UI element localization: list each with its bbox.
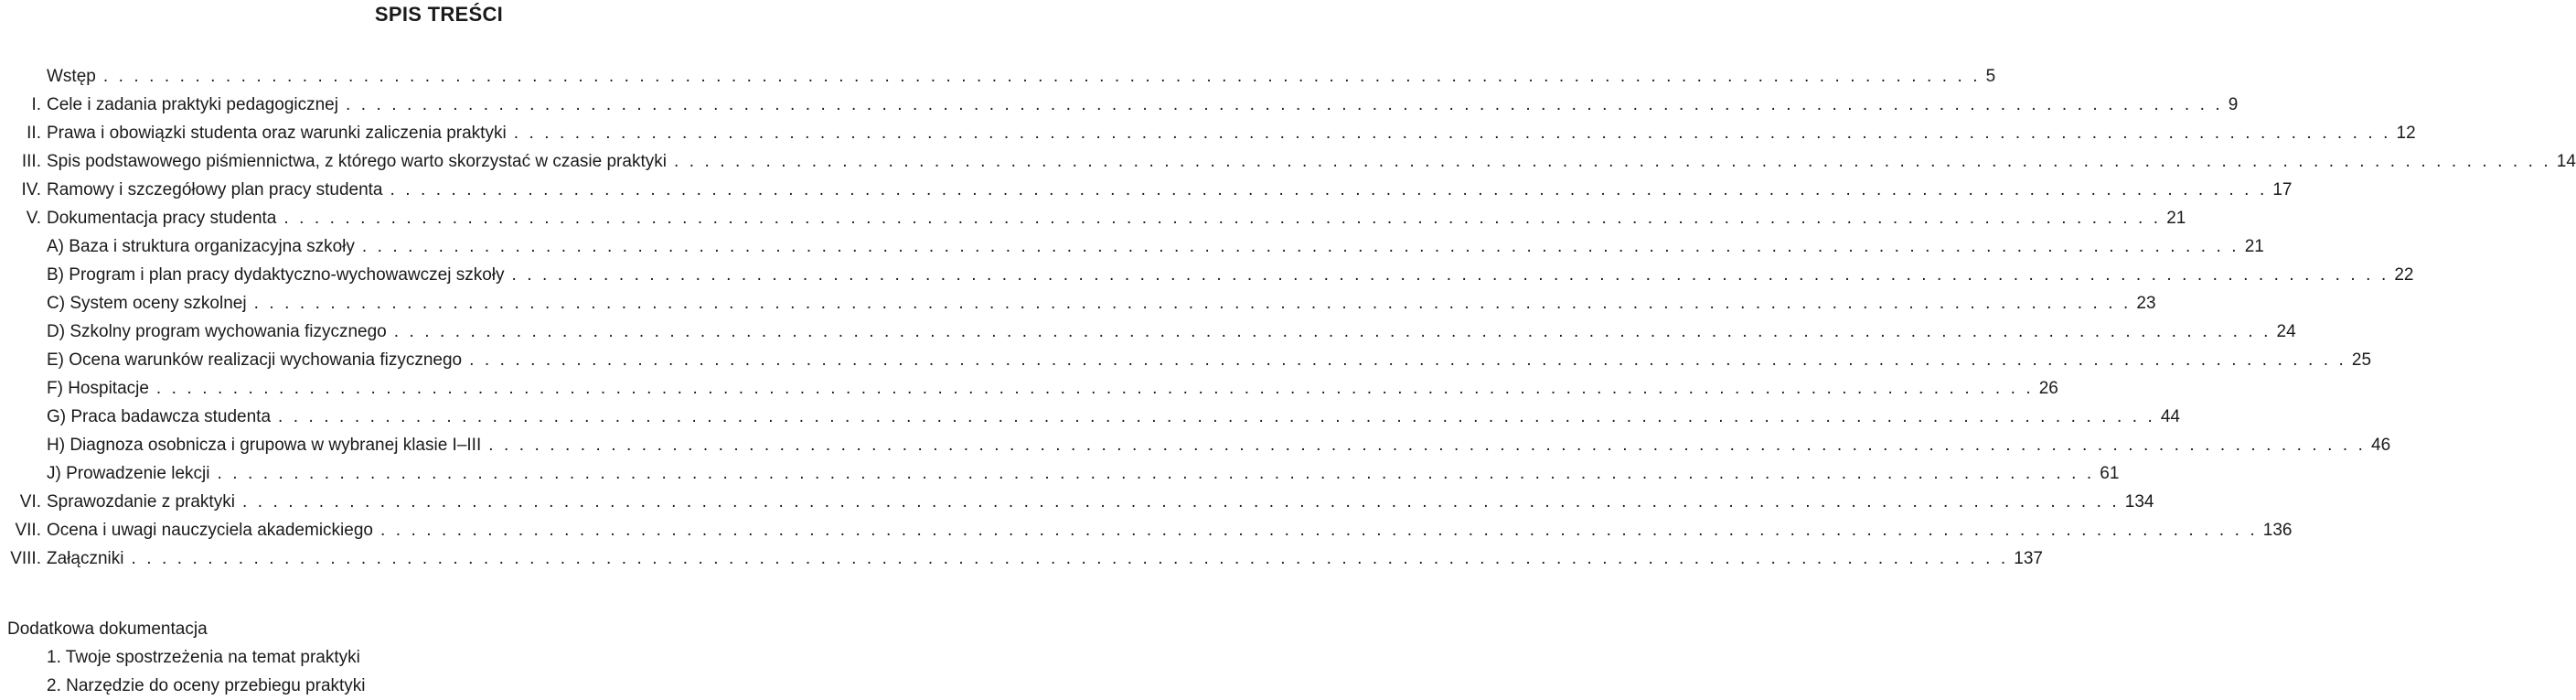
toc-entry-page: 25 — [2351, 350, 2372, 370]
toc-leader-dots: . . . . . . . . . . . . . . . . . . . . . . . . . . . . . . . . . . . . . . . . . . . . . . . . . . . . . . . . . . . . . . . . . . . . . . . . . . . . . . . . . . . . . . . . . . . . . . . . . . . . . . . . . . . . . . . . . . . . . . . . . . . — [390, 180, 2268, 199]
toc-entry — [7, 488, 2154, 516]
toc-entry-label: Dokumentacja pracy studenta — [47, 209, 277, 228]
additional-documentation-heading: Dodatkowa dokumentacja — [7, 619, 208, 639]
toc-entry — [7, 204, 2186, 232]
toc-entry-label: J) Prowadzenie lekcji — [47, 464, 210, 483]
toc-leader-dots: . . . . . . . . . . . . . . . . . . . . . . . . . . . . . . . . . . . . . . . . . . . . . . . . . . . . . . . . . . . . . . . . . . . . . . . . . . . . . . . . . . . . . . . . . . . . . . . . . . . . . . . . . . . . . . . . . . . . . . . . . . . — [393, 322, 2271, 341]
toc-leader-dots: . . . . . . . . . . . . . . . . . . . . . . . . . . . . . . . . . . . . . . . . . . . . . . . . . . . . . . . . . . . . . . . . . . . . . . . . . . . . . . . . . . . . . . . . . . . . . . . . . . . . . . . . . . . . . . . . . . . . . . . . . . . — [253, 294, 2132, 313]
toc-entry — [7, 91, 2239, 119]
toc-entry-label: Wstęp — [47, 67, 96, 86]
toc-leader-dots: . . . . . . . . . . . . . . . . . . . . . . . . . . . . . . . . . . . . . . . . . . . . . . . . . . . . . . . . . . . . . . . . . . . . . . . . . . . . . . . . . . . . . . . . . . . . . . . . . . . . . . . . . . . . . . . . . . . . . . . . . . . — [469, 350, 2346, 370]
toc-leader-dots: . . . . . . . . . . . . . . . . . . . . . . . . . . . . . . . . . . . . . . . . . . . . . . . . . . . . . . . . . . . . . . . . . . . . . . . . . . . . . . . . . . . . . . . . . . . . . . . . . . . . . . . . . . . . . . . . . . . . . . . . . . . — [131, 549, 2009, 568]
toc-entry-number: I. — [31, 95, 41, 114]
toc-entry — [7, 289, 2156, 318]
toc-entry-label: Cele i zadania praktyki pedagogicznej — [47, 95, 338, 114]
toc-entry — [7, 261, 2414, 289]
toc-entry — [7, 318, 2296, 346]
toc-entry-label: Załączniki — [47, 549, 124, 568]
toc-leader-dots: . . . . . . . . . . . . . . . . . . . . . . . . . . . . . . . . . . . . . . . . . . . . . . . . . . . . . . . . . . . . . . . . . . . . . . . . . . . . . . . . . . . . . . . . . . . . . . . . . . . . . . . . . . . . . . . . . . . . . . . . . . . — [513, 124, 2391, 143]
toc-entry-page: 22 — [2394, 265, 2414, 285]
toc-entry-label: E) Ocena warunków realizacji wychowania fizycznego — [47, 350, 463, 370]
toc-entry-number: VIII. — [10, 549, 41, 568]
toc-leader-dots: . . . . . . . . . . . . . . . . . . . . . . . . . . . . . . . . . . . . . . . . . . . . . . . . . . . . . . . . . . . . . . . . . . . . . . . . . . . . . . . . . . . . . . . . . . . . . . . . . . . . . . . . . . . . . . . . . . . . . . . . . . . — [283, 209, 2162, 228]
toc-entry-label: H) Diagnoza osobnicza i grupowa w wybranej klasie I–III — [47, 436, 482, 455]
toc-leader-dots: . . . . . . . . . . . . . . . . . . . . . . . . . . . . . . . . . . . . . . . . . . . . . . . . . . . . . . . . . . . . . . . . . . . . . . . . . . . . . . . . . . . . . . . . . . . . . . . . . . . . . . . . . . . . . . . . . . . . . . . . . . . — [345, 95, 2223, 114]
toc-entry-page: 17 — [2272, 180, 2293, 199]
toc-entry-page: 23 — [2136, 294, 2156, 313]
toc-entry-page: 24 — [2276, 322, 2296, 341]
toc-entry-page: 26 — [2038, 379, 2058, 398]
toc-leader-dots: . . . . . . . . . . . . . . . . . . . . . . . . . . . . . . . . . . . . . . . . . . . . . . . . . . . . . . . . . . . . . . . . . . . . . . . . . . . . . . . . . . . . . . . . . . . . . . . . . . . . . . . . . . . . . . . . . . . . . . . . . . . — [217, 464, 2095, 483]
toc-entry-label: Prawa i obowiązki studenta oraz warunki zaliczenia praktyki — [47, 124, 507, 143]
toc-leader-dots: . . . . . . . . . . . . . . . . . . . . . . . . . . . . . . . . . . . . . . . . . . . . . . . . . . . . . . . . . . . . . . . . . . . . . . . . . . . . . . . . . . . . . . . . . . . . . . . . . . . . . . . . . . . . . . . . . . . . . . . . . . . — [488, 436, 2367, 455]
toc-entry-label: G) Praca badawcza studenta — [47, 407, 272, 426]
toc-entry-page: 5 — [1985, 67, 1996, 86]
toc-entry-page: 46 — [2371, 436, 2391, 455]
toc-leader-dots: . . . . . . . . . . . . . . . . . . . . . . . . . . . . . . . . . . . . . . . . . . . . . . . . . . . . . . . . . . . . . . . . . . . . . . . . . . . . . . . . . . . . . . . . . . . . . . . . . . . . . . . . . . . . . . . . . . . . . . . . . . . — [241, 492, 2120, 512]
toc-entry-label: C) System oceny szkolnej — [47, 294, 247, 313]
toc-entry — [7, 374, 2058, 403]
toc-leader-dots: . . . . . . . . . . . . . . . . . . . . . . . . . . . . . . . . . . . . . . . . . . . . . . . . . . . . . . . . . . . . . . . . . . . . . . . . . . . . . . . . . . . . . . . . . . . . . . . . . . . . . . . . . . . . . . . . . . . . . . . . . . . — [102, 67, 1981, 86]
toc-entry-label: Ramowy i szczegółowy plan pracy studenta — [47, 180, 383, 199]
toc-entry-number: IV. — [21, 180, 41, 199]
toc-entry-page: 21 — [2166, 209, 2186, 228]
toc-entry-number: III. — [21, 152, 41, 171]
toc-leader-dots: . . . . . . . . . . . . . . . . . . . . . . . . . . . . . . . . . . . . . . . . . . . . . . . . . . . . . . . . . . . . . . . . . . . . . . . . . . . . . . . . . . . . . . . . . . . . . . . . . . . . . . . . . . . . . . . . . . . . . . . . . . . — [155, 379, 2034, 398]
toc-leader-dots: . . . . . . . . . . . . . . . . . . . . . . . . . . . . . . . . . . . . . . . . . . . . . . . . . . . . . . . . . . . . . . . . . . . . . . . . . . . . . . . . . . . . . . . . . . . . . . . . . . . . . . . . . . . . . . . . . . . . . . . . . . . — [511, 265, 2389, 285]
toc-entry-page: 134 — [2124, 492, 2154, 512]
toc-entry-number: V. — [26, 209, 41, 228]
toc-entry — [7, 176, 2293, 204]
toc-entry-label: F) Hospitacje — [47, 379, 149, 398]
toc-entry — [7, 403, 2180, 431]
toc-entry — [7, 544, 2043, 573]
toc-leader-dots: . . . . . . . . . . . . . . . . . . . . . . . . . . . . . . . . . . . . . . . . . . . . . . . . . . . . . . . . . . . . . . . . . . . . . . . . . . . . . . . . . . . . . . . . . . . . . . . . . . . . . . . . . . . . . . . . . . . . . . . . . . . — [361, 237, 2239, 256]
toc-entry-label: A) Baza i struktura organizacyjna szkoły — [47, 237, 355, 256]
toc-leader-dots: . . . . . . . . . . . . . . . . . . . . . . . . . . . . . . . . . . . . . . . . . . . . . . . . . . . . . . . . . . . . . . . . . . . . . . . . . . . . . . . . . . . . . . . . . . . . . . . . . . . . . . . . . . . . . . . . . . . . . . . . . . . — [673, 152, 2551, 171]
toc-entry-page: 136 — [2262, 521, 2293, 540]
toc-entry — [7, 431, 2391, 459]
toc-entry — [7, 62, 1996, 91]
toc-entry — [7, 516, 2293, 544]
table-of-contents — [7, 62, 2576, 573]
toc-entry-label: B) Program i plan pracy dydaktyczno-wychowawczej szkoły — [47, 265, 505, 285]
toc-entry-number: VII. — [15, 521, 41, 540]
toc-entry-label: D) Szkolny program wychowania fizycznego — [47, 322, 387, 341]
toc-entry-number: II. — [27, 124, 41, 143]
toc-entry — [7, 459, 2120, 488]
toc-entry-label: Ocena i uwagi nauczyciela akademickiego — [47, 521, 373, 540]
toc-entry-page: 44 — [2160, 407, 2180, 426]
toc-leader-dots: . . . . . . . . . . . . . . . . . . . . . . . . . . . . . . . . . . . . . . . . . . . . . . . . . . . . . . . . . . . . . . . . . . . . . . . . . . . . . . . . . . . . . . . . . . . . . . . . . . . . . . . . . . . . . . . . . . . . . . . . . . . — [379, 521, 2258, 540]
toc-entry-number: VI. — [19, 492, 41, 512]
additional-documentation-item: 2. Narzędzie do oceny przebiegu praktyki — [47, 676, 366, 695]
toc-entry-page: 14 — [2556, 152, 2576, 171]
toc-entry-label: Sprawozdanie z praktyki — [47, 492, 235, 512]
toc-entry-page: 12 — [2396, 124, 2416, 143]
page-title: SPIS TREŚCI — [374, 3, 504, 26]
toc-entry — [7, 147, 2576, 176]
toc-entry — [7, 346, 2372, 374]
toc-entry-page: 61 — [2100, 464, 2120, 483]
toc-entry-page: 137 — [2014, 549, 2043, 568]
toc-leader-dots: . . . . . . . . . . . . . . . . . . . . . . . . . . . . . . . . . . . . . . . . . . . . . . . . . . . . . . . . . . . . . . . . . . . . . . . . . . . . . . . . . . . . . . . . . . . . . . . . . . . . . . . . . . . . . . . . . . . . . . . . . . . — [278, 407, 2155, 426]
toc-entry-label: Spis podstawowego piśmiennictwa, z którego warto skorzystać w czasie praktyki — [47, 152, 667, 171]
toc-entry-page: 9 — [2228, 95, 2239, 114]
toc-entry — [7, 119, 2416, 147]
additional-documentation — [7, 615, 366, 700]
toc-entry-page: 21 — [2244, 237, 2264, 256]
additional-documentation-item: 1. Twoje spostrzeżenia na temat praktyki — [47, 648, 360, 667]
toc-entry — [7, 232, 2264, 261]
